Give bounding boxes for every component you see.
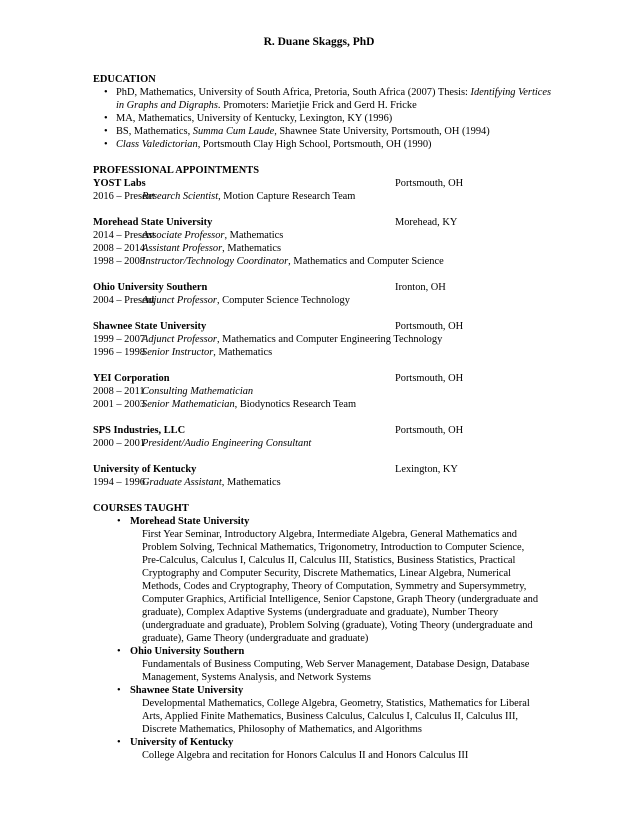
resume-body [93,73,553,762]
education-item: • Class Valedictorian, Portsmouth Clay High School, Portsmouth, OH (1990) [93,138,553,151]
appointments-heading: PROFESSIONAL APPOINTMENTS [93,165,259,176]
role-row: 2008 – 2011 Consulting Mathematician [93,386,254,397]
role-row: 2016 – Present Research Scientist, Motion Capture Research Team [93,191,356,202]
course-school-name: • Morehead State University [130,516,250,527]
education-heading: EDUCATION [93,74,156,85]
courses-list [93,515,553,762]
course-school-name: • University of Kentucky [130,737,234,748]
org-header: YOST Labs Portsmouth, OH [93,178,464,189]
course-school [93,684,553,736]
course-list-text: Developmental Mathematics, College Algebra, Geometry, Statistics, Mathematics for Liberal Arts, Applied Finite Mathematics, Business Calculus, Calculus I, Calculus II, Calculus III, Discrete Mathematics, Philosophy of Mathematics, and Algorithms [142,698,530,735]
course-list-text: Fundamentals of Business Computing, Web Server Management, Database Design, Database Management, Systems Analysis, and Network Systems [142,659,530,683]
education-item: • BS, Mathematics, Summa Cum Laude, Shawnee State University, Portsmouth, OH (1994) [93,125,553,138]
course-school [93,736,553,762]
role-row: 1998 – 2008 Instructor/Technology Coordinator, Mathematics and Computer Science [93,256,444,267]
role-row: 2001 – 2003 Senior Mathematician, Biodynotics Research Team [93,399,357,410]
course-school [93,515,553,645]
org-header: Ohio University Southern Ironton, OH [93,282,446,293]
education-item: • PhD, Mathematics, University of South Africa, Pretoria, South Africa (2007) Thesis: Identifying Vertices in Graphs and Digraphs. Promoters: Marietjie Frick and Gerd H. Fricke [93,86,553,112]
role-row: 2004 – Present Adjunct Professor, Computer Science Technology [93,295,350,306]
org-header: University of Kentucky Lexington, KY [93,464,458,475]
courses-heading: COURSES TAUGHT [93,503,189,514]
role-row: 1996 – 1998 Senior Instructor, Mathematics [93,347,273,358]
org-header: YEI Corporation Portsmouth, OH [93,373,464,384]
course-school-name: • Ohio University Southern [130,646,245,657]
role-row: 1994 – 1996 Graduate Assistant, Mathematics [93,477,281,488]
org-header: SPS Industries, LLC Portsmouth, OH [93,425,464,436]
role-row: 2000 – 2001 President/Audio Engineering Consultant [93,438,312,449]
role-row: 1999 – 2007 Adjunct Professor, Mathematics and Computer Engineering Technology [93,334,443,345]
course-list-text: First Year Seminar, Introductory Algebra, Intermediate Algebra, General Mathematics and Problem Solving, Technical Mathematics, Trigonometry, Introduction to Computer Science, Pre-Calculus, Calculus I, Calculus II, Calculus III, Statistics, Business Statistics, Practical Cryptography and Computer Security, Discrete Mathematics, Linear Algebra, Numerical Methods, Codes and Cryptography, Theory of Computation, Symmetry and Supersymmetry, Computer Graphics, Artificial Intelligence, Senior Capstone, Graph Theory (undergraduate and graduate), Complex Adaptive Systems (undergraduate and graduate), Number Theory (undergraduate and graduate), Problem Solving (graduate), Voting Theory (undergraduate and graduate), Game Theory (undergraduate and graduate) [142,529,539,644]
course-school [93,645,553,684]
role-row: 2014 – Present Associate Professor, Mathematics [93,230,284,241]
role-row: 2008 – 2014 Assistant Professor, Mathematics [93,243,282,254]
course-list-text: College Algebra and recitation for Honors Calculus II and Honors Calculus III [142,750,469,761]
org-header: Shawnee State University Portsmouth, OH [93,321,464,332]
education-item: • MA, Mathematics, University of Kentucky, Lexington, KY (1996) [93,112,553,125]
education-list [93,86,553,151]
resume-title: R. Duane Skaggs, PhD [263,36,375,48]
org-header: Morehead State University Morehead, KY [93,217,458,228]
course-school-name: • Shawnee State University [130,685,244,696]
